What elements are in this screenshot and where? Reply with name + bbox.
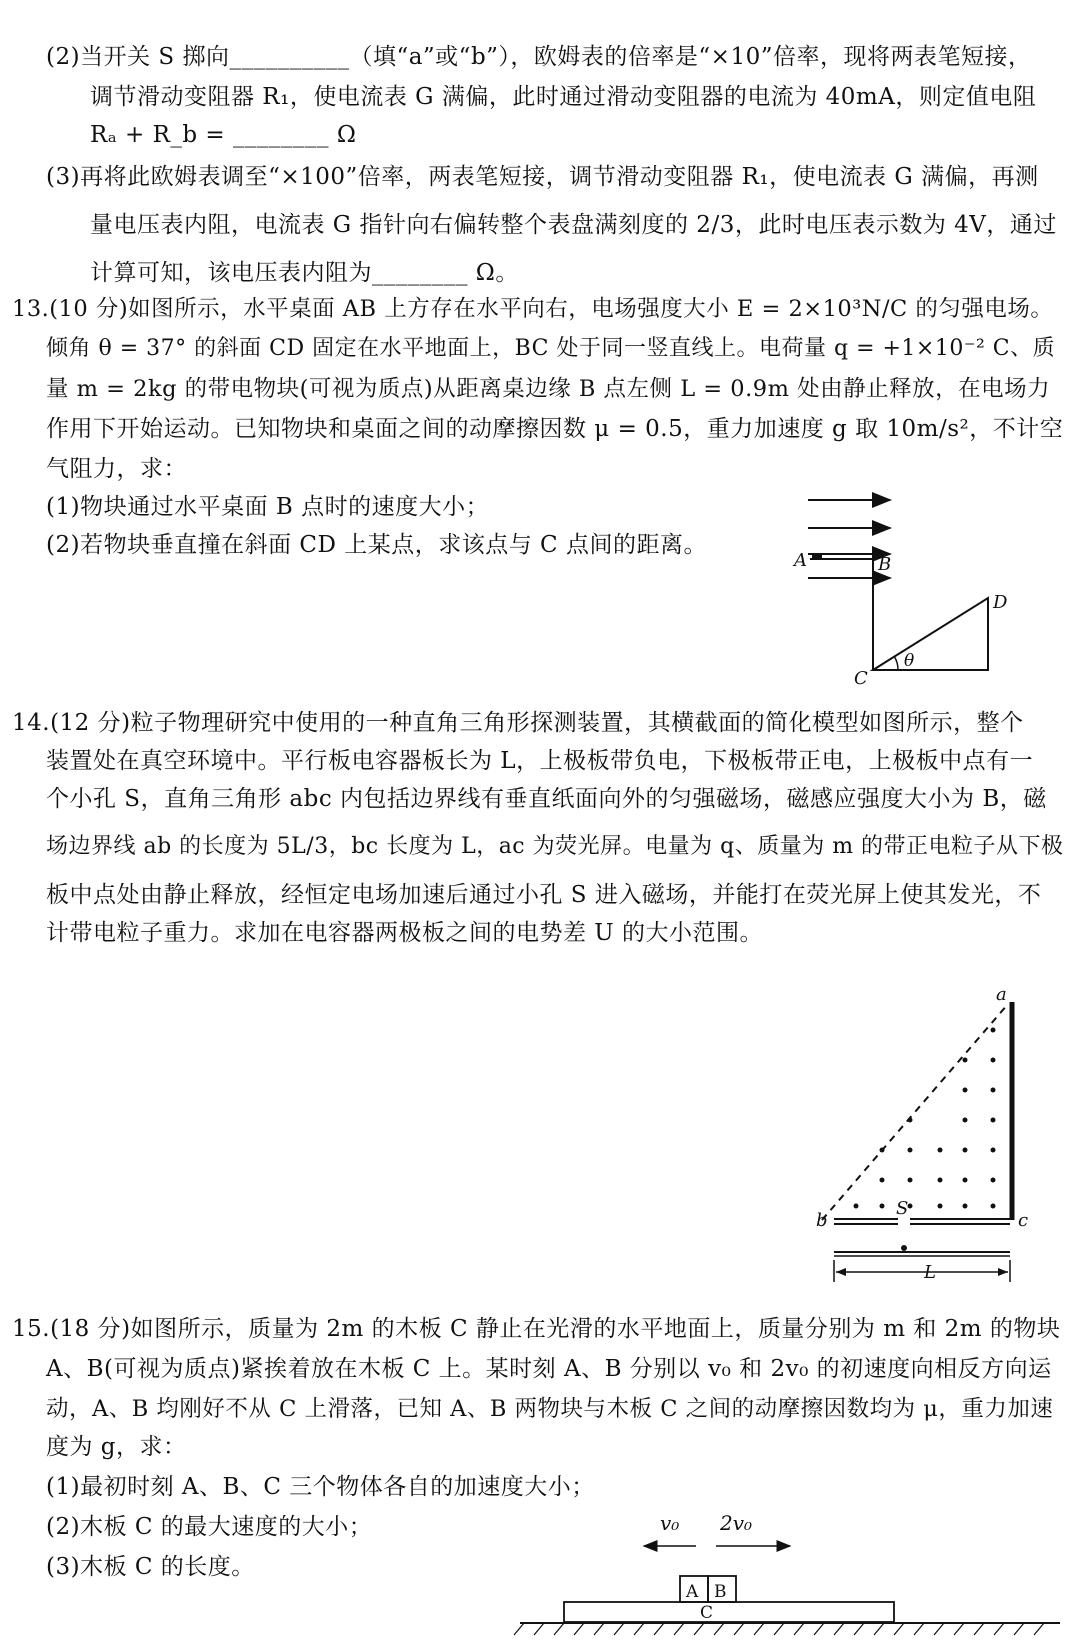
q13-line1: 13.(10 分)如图所示，水平桌面 AB 上方存在水平向右，电场强度大小 E = 2×10³N/C 的匀强电场。 <box>12 296 1054 322</box>
label-block-b: B <box>714 1582 727 1602</box>
q13-line4: 作用下开始运动。已知物块和桌面之间的动摩擦因数 μ = 0.5，重力加速度 g 取 10m/s²，不计空 <box>46 416 1064 442</box>
q15-line3: 动，A、B 均刚好不从 C 上滑落，已知 A、B 两物块与木板 C 之间的动摩擦因数均为 μ，重力加速 <box>46 1396 1054 1422</box>
label-b: b <box>816 1210 828 1231</box>
q13-line5: 气阻力，求： <box>46 456 187 482</box>
q14-line6: 计带电粒子重力。求加在电容器两极板之间的电势差 U 的大小范围。 <box>46 920 764 946</box>
label-a: A <box>794 550 807 571</box>
q13-line2: 倾角 θ = 37° 的斜面 CD 固定在水平地面上，BC 处于同一竖直线上。电荷量 q = +1×10⁻² C、质 <box>46 336 1056 361</box>
q14-line4: 场边界线 ab 的长度为 5L/3，bc 长度为 L，ac 为荧光屏。电量为 q、质量为 m 的带正电粒子从下极 <box>46 834 1064 859</box>
table-ab <box>810 559 873 670</box>
label-a: a <box>996 984 1007 1005</box>
q15-sub1: (1)最初时刻 A、B、C 三个物体各自的加速度大小； <box>46 1474 595 1500</box>
q12-part2-line1: (2)当开关 S 掷向__________（填“a”或“b”），欧姆表的倍率是“×10”倍率，现将两表笔短接， <box>46 44 1032 70</box>
particle-source <box>901 1245 907 1251</box>
q14-figure <box>800 984 1050 1300</box>
label-b: B <box>878 554 892 575</box>
block <box>812 553 822 559</box>
q12-part3-line2: 量电压表内阻，电流表 G 指针向右偏转整个表盘满刻度的 2/3，此时电压表示数为 4V，通过 <box>90 212 1057 238</box>
q13-sub2: (2)若物块垂直撞在斜面 CD 上某点，求该点与 C 点间的距离。 <box>46 532 707 558</box>
q14-line3: 个小孔 S，直角三角形 abc 内包括边界线有垂直纸面向外的匀强磁场，磁感应强度大小为 B，磁 <box>46 786 1047 812</box>
board-c <box>564 1602 894 1622</box>
q12-part3-line1: (3)再将此欧姆表调至“×100”倍率，两表笔短接，调节滑动变阻器 R₁，使电流表 G 满偏，再测 <box>46 164 1039 190</box>
q13-line3: 量 m = 2kg 的带电物块(可视为质点)从距离桌边缘 B 点左侧 L = 0.9m 处由静止释放，在电场力 <box>46 376 1051 402</box>
slope-cd <box>873 598 988 670</box>
label-s: S <box>896 1198 909 1219</box>
q12-part2-line2: 调节滑动变阻器 R₁，使电流表 G 满偏，此时通过滑动变阻器的电流为 40mA，则定值电阻 <box>90 84 1037 110</box>
q12-part2-line3: Rₐ + R_b = ________ Ω <box>90 122 357 148</box>
dimension-arrow-right <box>998 1268 1008 1276</box>
q13-figure <box>780 470 1050 710</box>
boundary-ab <box>822 1004 1008 1220</box>
q14-line1: 14.(12 分)粒子物理研究中使用的一种直角三角形探测装置，其横截面的简化模型如图所示，整个 <box>12 710 1024 736</box>
label-board-c: C <box>700 1603 714 1623</box>
ground-hatching <box>514 1623 1044 1635</box>
label-d: D <box>993 592 1008 613</box>
label-c: c <box>1018 1210 1029 1231</box>
q12-part3-line3: 计算可知，该电压表内阻为________ Ω。 <box>90 260 519 286</box>
label-c: C <box>854 668 868 689</box>
q15-line2: A、B(可视为质点)紧挨着放在木板 C 上。某时刻 A、B 分别以 v₀ 和 2v₀ 的初速度向相反方向运 <box>46 1356 1052 1382</box>
label-theta: θ <box>904 651 915 671</box>
field-dots <box>854 1028 996 1209</box>
q15-line1: 15.(18 分)如图所示，质量为 2m 的木板 C 静止在光滑的水平地面上，质量分别为 m 和 2m 的物块 <box>12 1316 1061 1342</box>
angle-arc <box>894 656 898 670</box>
label-2v0: 2v₀ <box>720 1511 753 1535</box>
label-v0: v₀ <box>660 1511 680 1535</box>
label-block-a: A <box>686 1582 699 1602</box>
q14-line2: 装置处在真空环境中。平行板电容器板长为 L，上极板带负电，下极板带正电，上极板中点有一 <box>46 748 1034 774</box>
q15-line4: 度为 g，求： <box>46 1434 187 1460</box>
q15-figure <box>520 1500 1070 1640</box>
q15-sub3: (3)木板 C 的长度。 <box>46 1554 255 1580</box>
q15-sub2: (2)木板 C 的最大速度的大小； <box>46 1514 373 1540</box>
label-l: L <box>924 1262 936 1283</box>
dimension-arrow-left <box>836 1268 846 1276</box>
q13-sub1: (1)物块通过水平桌面 B 点时的速度大小； <box>46 494 490 520</box>
q14-line5: 板中点处由静止释放，经恒定电场加速后通过小孔 S 进入磁场，并能打在荧光屏上使其发光，不 <box>46 882 1042 908</box>
